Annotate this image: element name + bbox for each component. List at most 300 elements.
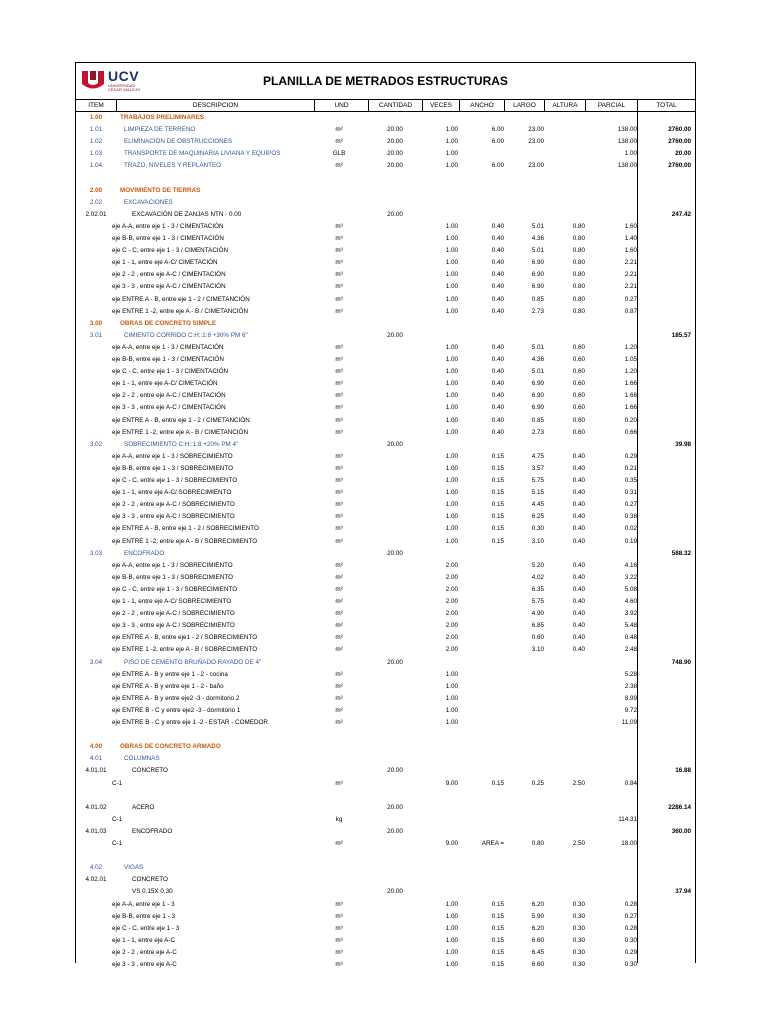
cell-item: 4.02.01 xyxy=(85,876,107,884)
cell-parcial: 0.19 xyxy=(624,537,637,545)
brand-subtitle: UNIVERSIDAD CÉSAR VALLEJO xyxy=(108,83,141,92)
cell-parcial: 1.66 xyxy=(624,404,637,412)
cell-desc: eje A-A, entre eje 1 - 3 / CIMENTACIÓN xyxy=(112,343,224,351)
table-row xyxy=(76,596,695,608)
cell-ancho: 0.15 xyxy=(491,537,504,545)
cell-desc: eje C - C, entre eje 1 - 3 / SOBRECIMIENTO xyxy=(112,585,238,593)
table-row xyxy=(76,415,695,427)
cell-veces: 1.00 xyxy=(445,706,458,714)
cell-desc: eje B-B, entre eje 1 - 3 / CIMENTACIÓN xyxy=(112,356,224,363)
table-row xyxy=(76,790,695,802)
table-row xyxy=(76,959,695,971)
cell-altura: 0.80 xyxy=(572,283,585,291)
cell-parcial: 9.72 xyxy=(624,706,637,714)
cell-ancho: 0.15 xyxy=(491,525,504,533)
cell-veces: 1.00 xyxy=(445,343,458,351)
col-und: UND xyxy=(314,100,368,111)
cell-und: m³ xyxy=(335,912,343,920)
cell-parcial: 0.29 xyxy=(624,948,637,956)
cell-largo: 4.02 xyxy=(531,573,544,581)
table-row xyxy=(76,402,695,414)
cell-und: m² xyxy=(335,682,343,690)
cell-veces: 2.00 xyxy=(445,585,458,593)
cell-parcial: 0.84 xyxy=(624,779,637,787)
cell-desc: eje ENTRE 1 -2, entre eje A - B / SOBRECIMIENTO xyxy=(112,537,258,545)
cell-total: 2760.00 xyxy=(668,138,691,146)
cell-veces: 1.00 xyxy=(445,477,458,484)
cell-ancho: 0.40 xyxy=(491,259,504,267)
table-row xyxy=(76,136,695,148)
cell-veces: 1.00 xyxy=(445,222,458,230)
cell-desc: eje 1 - 1, entre eje A-C xyxy=(112,936,176,944)
cell-item: 3.01 xyxy=(89,331,103,339)
cell-ancho: 6.00 xyxy=(491,138,504,146)
cell-altura: 0.60 xyxy=(572,416,585,424)
brand-name: UCV xyxy=(108,68,140,84)
table-row xyxy=(76,814,695,826)
cell-parcial: 1.20 xyxy=(624,368,637,376)
cell-parcial: 138.00 xyxy=(617,126,637,134)
cell-parcial: 2.48 xyxy=(624,646,637,654)
cell-largo: 6.90 xyxy=(531,283,544,291)
cell-ancho: 0.15 xyxy=(491,948,504,956)
cell-und: m³ xyxy=(335,295,343,303)
cell-veces: 1.00 xyxy=(445,961,458,968)
cell-altura: 0.60 xyxy=(572,392,585,400)
cell-altura: 0.80 xyxy=(572,222,585,230)
cell-altura: 0.80 xyxy=(572,271,585,279)
cell-und: m³ xyxy=(335,222,343,230)
cell-desc: LIMPIEZA DE TERRENO xyxy=(124,126,196,134)
cell-desc: eje 2 - 2 , entre eje A-C xyxy=(112,948,177,956)
table-row xyxy=(76,717,695,729)
cell-veces: 1.00 xyxy=(445,513,458,521)
cell-und: m³ xyxy=(335,948,343,956)
cell-veces: 2.00 xyxy=(445,573,458,581)
cell-largo: 4.36 xyxy=(531,235,544,242)
cell-und: m³ xyxy=(335,428,343,436)
cell-altura: 0.30 xyxy=(572,900,585,908)
cell-parcial: 18.00 xyxy=(621,840,637,847)
cell-desc: eje 2 - 2 , entre eje A-C / CIMENTACIÓN xyxy=(112,392,226,400)
cell-parcial: 5.28 xyxy=(624,670,637,678)
table-row xyxy=(76,112,695,124)
cell-veces: 9.00 xyxy=(445,779,458,787)
table-row xyxy=(76,475,695,487)
cell-desc: eje ENTRE A - B y entre eje2 -3 - dormitorio 2 xyxy=(112,694,240,702)
cell-ancho: 0.40 xyxy=(491,404,504,412)
cell-parcial: 0.48 xyxy=(624,634,637,642)
cell-und: m² xyxy=(335,585,343,593)
cell-desc: eje ENTRE A - B, entre eje 1 - 2 / CIMETANCIÓN xyxy=(112,295,250,303)
cell-largo: 5.75 xyxy=(531,477,544,484)
cell-veces: 1.00 xyxy=(445,138,458,146)
cell-ancho: 0.40 xyxy=(491,356,504,363)
cell-parcial: 1.40 xyxy=(624,235,637,242)
cell-desc: eje C - C, entre eje 1 - 3 / SOBRECIMIENTO xyxy=(112,477,238,484)
cell-desc: C-1 xyxy=(112,779,123,787)
cell-desc: ELIMINACIÓN DE OBSTRUCCIONES xyxy=(124,138,233,146)
table-row xyxy=(76,899,695,911)
table-row xyxy=(76,294,695,306)
cell-altura: 0.80 xyxy=(572,295,585,303)
table-row xyxy=(76,318,695,330)
cell-veces: 2.00 xyxy=(445,634,458,642)
cell-parcial: 0.38 xyxy=(624,513,637,521)
cell-item: 1.02 xyxy=(89,138,103,146)
cell-item: 4.02 xyxy=(89,864,103,872)
table-row xyxy=(76,148,695,160)
cell-ancho: 6.00 xyxy=(491,126,504,134)
cell-altura: 0.80 xyxy=(572,259,585,267)
table-row xyxy=(76,523,695,535)
cell-largo: 6.90 xyxy=(531,404,544,412)
table-row xyxy=(76,511,695,523)
cell-altura: 0.40 xyxy=(572,513,585,521)
cell-veces: 1.00 xyxy=(445,682,458,690)
cell-und: m³ xyxy=(335,416,343,424)
cell-veces: 1.00 xyxy=(445,368,458,376)
cell-und: m² xyxy=(335,561,343,569)
cell-und: m³ xyxy=(335,924,343,932)
table-row xyxy=(76,330,695,342)
cell-largo: 0.30 xyxy=(531,525,544,533)
table-row xyxy=(76,269,695,281)
cell-largo: 0.85 xyxy=(531,295,544,303)
table-row xyxy=(76,935,695,947)
cell-altura: 0.60 xyxy=(572,368,585,376)
cell-largo: 6.35 xyxy=(531,585,544,593)
table-row xyxy=(76,886,695,898)
cell-largo: 0.80 xyxy=(531,840,544,847)
cell-largo: 0.60 xyxy=(531,634,544,642)
cell-ancho: 0.40 xyxy=(491,307,504,315)
cell-largo: 5.90 xyxy=(531,912,544,920)
cell-desc: eje B-B, entre eje 1 - 3 / CIMENTACIÓN xyxy=(112,235,224,242)
cell-desc: CIMIENTO CORRIDO C:H::1:8 +30% PM 6" xyxy=(124,331,248,339)
cell-desc: ENCOFRADO xyxy=(124,549,165,557)
table-row xyxy=(76,560,695,572)
cell-veces: 1.00 xyxy=(445,948,458,956)
cell-und: m² xyxy=(335,719,343,726)
cell-parcial: 0.87 xyxy=(624,307,637,315)
cell-ancho: 0.40 xyxy=(491,222,504,230)
col-largo: LARGO xyxy=(504,100,544,111)
table-row xyxy=(76,487,695,499)
cell-cant: 20.00 xyxy=(387,126,403,134)
cell-desc: eje ENTRE A - B y entre eje 1 - 2 - baño xyxy=(112,682,224,690)
cell-cant: 20.00 xyxy=(387,150,403,158)
cell-total: 247.42 xyxy=(671,210,691,218)
cell-parcial: 5.08 xyxy=(624,585,637,593)
cell-und: m² xyxy=(335,646,343,654)
table-row xyxy=(76,741,695,753)
cell-altura: 0.40 xyxy=(572,646,585,654)
cell-desc: PISO DE CEMENTO BRUÑADO RAYADO DE 4" xyxy=(124,658,262,666)
cell-und: m³ xyxy=(335,900,343,908)
cell-altura: 0.40 xyxy=(572,622,585,630)
cell-veces: 1.00 xyxy=(445,271,458,279)
table-row xyxy=(76,657,695,669)
cell-und: m³ xyxy=(335,235,343,242)
cell-item: 2.02.01 xyxy=(85,210,107,218)
cell-desc: eje 1 - 1, entre eje A-C/ SOBRECIMIENTO xyxy=(112,598,232,605)
cell-desc: CONCRETO xyxy=(132,876,168,884)
col-descripcion: DESCRIPCION xyxy=(116,100,314,111)
cell-veces: 1.00 xyxy=(445,936,458,944)
cell-und: m³ xyxy=(335,271,343,279)
cell-und: m³ xyxy=(335,343,343,351)
cell-desc: eje 1 - 1, entre eje A-C/ SOBRECIMIENTO xyxy=(112,489,232,497)
cell-largo: 5.01 xyxy=(531,247,544,255)
cell-veces: 1.00 xyxy=(445,356,458,363)
cell-cant: 20.00 xyxy=(387,803,403,811)
cell-desc: eje ENTRE A - B, entre eje 1 - 2 / CIMETANCIÓN xyxy=(112,416,250,424)
cell-und: m³ xyxy=(335,779,343,787)
cell-cant: 20.00 xyxy=(387,162,403,170)
cell-total: 748.90 xyxy=(671,658,691,666)
table-row xyxy=(76,366,695,378)
cell-desc: eje B-B, entre eje 1 - 3 / SOBRECIMIENTO xyxy=(112,573,233,581)
cell-und: m³ xyxy=(335,936,343,944)
cell-altura: 0.80 xyxy=(572,247,585,255)
cell-desc: eje ENTRE B - C y entre eje 1 -2 - ESTAR - COMEDOR xyxy=(112,719,268,726)
cell-und: m³ xyxy=(335,259,343,267)
cell-veces: 1.00 xyxy=(445,150,458,158)
table-row xyxy=(76,838,695,850)
cell-largo: 6.90 xyxy=(531,271,544,279)
cell-und: m² xyxy=(335,598,343,605)
cell-parcial: 2.38 xyxy=(624,682,637,690)
cell-parcial: 0.27 xyxy=(624,295,637,303)
cell-desc: OBRAS DE CONCRETO ARMADO xyxy=(120,743,221,751)
cell-ancho: 0.15 xyxy=(491,452,504,460)
cell-parcial: 114.31 xyxy=(618,815,637,823)
table-row xyxy=(76,536,695,548)
table-row xyxy=(76,947,695,959)
cell-ancho: 0.15 xyxy=(491,924,504,932)
cell-und: m³ xyxy=(335,247,343,255)
table-row xyxy=(76,874,695,886)
table-row xyxy=(76,765,695,777)
cell-und: m³ xyxy=(335,513,343,521)
cell-total: 2760.00 xyxy=(668,126,691,134)
cell-altura: 0.40 xyxy=(572,477,585,484)
cell-veces: 1.00 xyxy=(445,247,458,255)
cell-altura: 0.40 xyxy=(572,452,585,460)
cell-ancho: 6.00 xyxy=(491,162,504,170)
cell-und: m² xyxy=(335,670,343,678)
cell-veces: 1.00 xyxy=(445,126,458,134)
col-ancho: ANCHO xyxy=(459,100,504,111)
cell-item: 4.01.03 xyxy=(85,827,107,835)
cell-largo: 5.75 xyxy=(531,598,544,605)
cell-und: m³ xyxy=(335,283,343,291)
cell-parcial: 3.22 xyxy=(624,573,637,581)
cell-parcial: 1.66 xyxy=(624,380,637,388)
cell-ancho: 0.15 xyxy=(491,477,504,484)
cell-desc: eje 2 - 2 , entre eje A-C / SOBRECIMIENTO xyxy=(112,610,235,618)
cell-und: m² xyxy=(335,840,343,847)
cell-veces: 1.00 xyxy=(445,489,458,497)
col-total: TOTAL xyxy=(637,100,695,111)
cell-parcial: 4.16 xyxy=(624,561,637,569)
cell-largo: 2.73 xyxy=(531,307,544,315)
cell-largo: 6.90 xyxy=(531,380,544,388)
table-row xyxy=(76,221,695,233)
cell-und: m² xyxy=(335,610,343,618)
cell-und: m² xyxy=(335,573,343,581)
cell-ancho: 0.15 xyxy=(491,961,504,968)
cell-item: 4.00 xyxy=(89,743,103,751)
cell-parcial: 2.21 xyxy=(624,283,637,291)
cell-desc: COLUMNAS xyxy=(124,755,160,763)
cell-und: m³ xyxy=(335,537,343,545)
cell-und: m³ xyxy=(335,961,343,968)
cell-ancho: 0.40 xyxy=(491,247,504,255)
cell-altura: 0.40 xyxy=(572,464,585,472)
cell-total: 185.57 xyxy=(671,331,691,339)
cell-cant: 20.00 xyxy=(387,210,403,218)
cell-total: 2286.14 xyxy=(668,803,691,811)
table-row xyxy=(76,681,695,693)
table-row xyxy=(76,778,695,790)
cell-desc: eje 2 - 2 , entre eje A-C / CIMENTACIÓN xyxy=(112,271,226,279)
table-row xyxy=(76,257,695,269)
cell-und: m³ xyxy=(335,477,343,484)
cell-und: m² xyxy=(335,162,343,170)
cell-largo: 3.57 xyxy=(531,464,544,472)
cell-altura: 0.30 xyxy=(572,924,585,932)
cell-largo: 2.73 xyxy=(531,428,544,436)
cell-altura: 0.40 xyxy=(572,634,585,642)
col-cantidad: CANTIDAD xyxy=(368,100,422,111)
cell-largo: 6.45 xyxy=(531,948,544,956)
cell-parcial: 138.00 xyxy=(617,162,637,170)
cell-largo: 6.20 xyxy=(531,900,544,908)
cell-parcial: 0.30 xyxy=(624,936,637,944)
cell-ancho: 0.15 xyxy=(491,936,504,944)
cell-ancho: 0.15 xyxy=(491,900,504,908)
table-row xyxy=(76,608,695,620)
cell-und: m² xyxy=(335,694,343,702)
cell-parcial: 0.20 xyxy=(624,416,637,424)
cell-ancho: 0.15 xyxy=(491,501,504,509)
cell-altura: 0.30 xyxy=(572,961,585,968)
cell-desc: C-1 xyxy=(112,815,123,823)
cell-desc: VS 0.15X 0.30 xyxy=(132,888,173,896)
cell-und: m² xyxy=(335,634,343,642)
cell-parcial: 0.27 xyxy=(624,501,637,509)
cell-veces: 1.00 xyxy=(445,392,458,400)
cell-largo: 3.10 xyxy=(531,537,544,545)
cell-veces: 1.00 xyxy=(445,464,458,472)
cell-veces: 1.00 xyxy=(445,694,458,702)
cell-item: 2.02 xyxy=(89,198,103,206)
cell-und: m³ xyxy=(335,501,343,509)
cell-item: 3.03 xyxy=(89,549,103,557)
cell-largo: 6.90 xyxy=(531,259,544,267)
cell-ancho: 0.15 xyxy=(491,513,504,521)
cell-desc: eje 1 - 1, entre eje A-C/ CIMETACIÓN xyxy=(112,380,218,388)
cell-desc: eje C - C, entre eje 1 - 3 xyxy=(112,924,180,932)
cell-ancho: AREA = xyxy=(481,840,504,847)
table-row xyxy=(76,669,695,681)
cell-veces: 1.00 xyxy=(445,719,458,726)
cell-desc: eje A-A, entre eje 1 - 3 / SOBRECIMIENTO xyxy=(112,561,233,569)
table-row xyxy=(76,862,695,874)
cell-und: m³ xyxy=(335,356,343,363)
cell-altura: 0.30 xyxy=(572,912,585,920)
cell-desc: MOVIMIENTO DE TIERRAS xyxy=(120,186,201,194)
cell-desc: TRAZO, NIVELES Y REPLANTEO xyxy=(124,162,222,170)
cell-largo: 5.20 xyxy=(531,561,544,569)
table-row xyxy=(76,499,695,511)
cell-und: m³ xyxy=(335,452,343,460)
cell-item: 3.00 xyxy=(89,319,103,327)
cell-total: 2760.00 xyxy=(668,162,691,170)
cell-ancho: 0.40 xyxy=(491,343,504,351)
cell-largo: 5.01 xyxy=(531,343,544,351)
column-header-row xyxy=(76,100,695,112)
cell-desc: eje 3 - 3 , entre eje A-C / SOBRECIMIENTO xyxy=(112,513,235,521)
cell-largo: 5.15 xyxy=(531,489,544,497)
table-row xyxy=(76,342,695,354)
cell-altura: 0.40 xyxy=(572,598,585,605)
cell-desc: EXCAVACIÓN DE ZANJAS NTN - 0.00 xyxy=(132,210,242,218)
cell-total: 20.00 xyxy=(675,150,691,158)
cell-altura: 0.40 xyxy=(572,537,585,545)
col-altura: ALTURA xyxy=(544,100,585,111)
cell-desc: eje 3 - 3 , entre eje A-C / CIMENTACIÓN xyxy=(112,404,226,412)
col-item: ITEM xyxy=(88,102,104,109)
col-veces: VECES xyxy=(422,100,459,111)
table-row xyxy=(76,197,695,209)
cell-parcial: 1.20 xyxy=(624,343,637,351)
cell-ancho: 0.40 xyxy=(491,368,504,376)
cell-altura: 0.40 xyxy=(572,610,585,618)
cell-und: m² xyxy=(335,126,343,134)
cell-parcial: 2.21 xyxy=(624,259,637,267)
cell-desc: eje ENTRE 1 -2, entre eje A - B / CIMETANCIÓN xyxy=(112,307,249,315)
cell-altura: 0.80 xyxy=(572,307,585,315)
cell-cant: 20.00 xyxy=(387,549,403,557)
cell-veces: 1.00 xyxy=(445,283,458,291)
cell-veces: 2.00 xyxy=(445,622,458,630)
cell-desc: eje ENTRE B - C y entre eje2 -3 - dormitorio 1 xyxy=(112,706,241,714)
cell-largo: 6.60 xyxy=(531,936,544,944)
cell-veces: 9.00 xyxy=(445,840,458,847)
cell-desc: eje 1 - 1, entre eje A-C/ CIMETACIÓN xyxy=(112,259,218,267)
cell-desc: eje ENTRE 1 -2, entre eje A - B / CIMETANCIÓN xyxy=(112,428,249,436)
cell-desc: eje A-A, entre eje 1 - 3 / SOBRECIMIENTO xyxy=(112,452,233,460)
cell-desc: eje ENTRE 1 -2, entre eje A - B / SOBRECIMIENTO xyxy=(112,646,258,654)
cell-cant: 20.00 xyxy=(387,767,403,775)
cell-altura: 0.40 xyxy=(572,501,585,509)
cell-und: m³ xyxy=(335,392,343,400)
cell-largo: 6.85 xyxy=(531,622,544,630)
cell-altura: 2.50 xyxy=(572,779,585,787)
cell-desc: EXCAVACIONES xyxy=(124,198,173,206)
cell-largo: 5.01 xyxy=(531,368,544,376)
cell-parcial: 11.09 xyxy=(621,719,637,726)
cell-altura: 0.80 xyxy=(572,235,585,242)
cell-und: m² xyxy=(335,622,343,630)
cell-ancho: 0.40 xyxy=(491,271,504,279)
cell-ancho: 0.15 xyxy=(491,912,504,920)
cell-desc: eje C - C, entre eje 1 - 3 / CIMENTACIÓN xyxy=(112,368,229,376)
cell-item: 1.01 xyxy=(89,126,103,134)
